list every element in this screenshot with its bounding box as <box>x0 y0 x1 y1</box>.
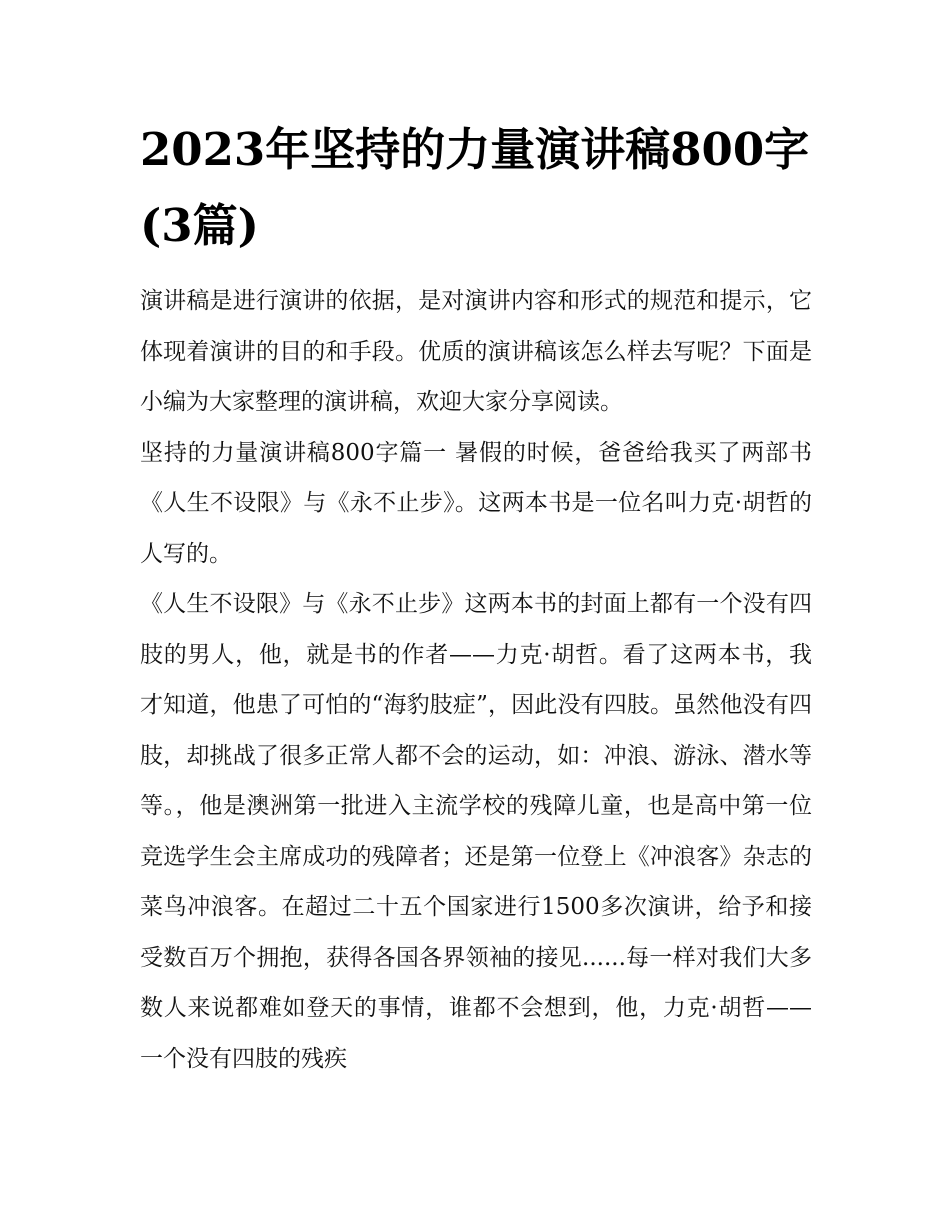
speech-one-opening-paragraph: 坚持的力量演讲稿800字篇一 暑假的时候，爸爸给我买了两部书《人生不设限》与《永不止步》。这两本书是一位名叫力克·胡哲的人写的。 <box>140 439 812 567</box>
intro-paragraph: 演讲稿是进行演讲的依据，是对演讲内容和形式的规范和提示，它体现着演讲的目的和手段。优质的演讲稿该怎么样去写呢？下面是小编为大家整理的演讲稿，欢迎大家分享阅读。 <box>140 288 812 415</box>
paragraph-list <box>140 276 812 1084</box>
document-title: 2023年坚持的力量演讲稿800字(3篇) <box>140 123 810 252</box>
speech-one-body-paragraph: 《人生不设限》与《永不止步》这两本书的封面上都有一个没有四肢的男人，他，就是书的作者——力克·胡哲。看了这两本书，我才知道，他患了可怕的“海豹肢症”，因此没有四肢。虽然他没有四肢，却挑战了很多正常人都不会的运动，如：冲浪、游泳、潜水等等。，他是澳洲第一批进入主流学校的残障儿童，也是高中第一位竞选学生会主席成功的残障者；还是第一位登上《冲浪客》杂志的菜鸟冲浪客。在超过二十五个国家进行1500多次演讲，给予和接受数百万个拥抱，获得各国各界领袖的接见......每一样对我们大多数人来说都难如登天的事情，谁都不会想到，他，力克·胡哲——一个没有四肢的残疾 <box>140 591 812 1072</box>
document-body <box>140 112 812 1084</box>
